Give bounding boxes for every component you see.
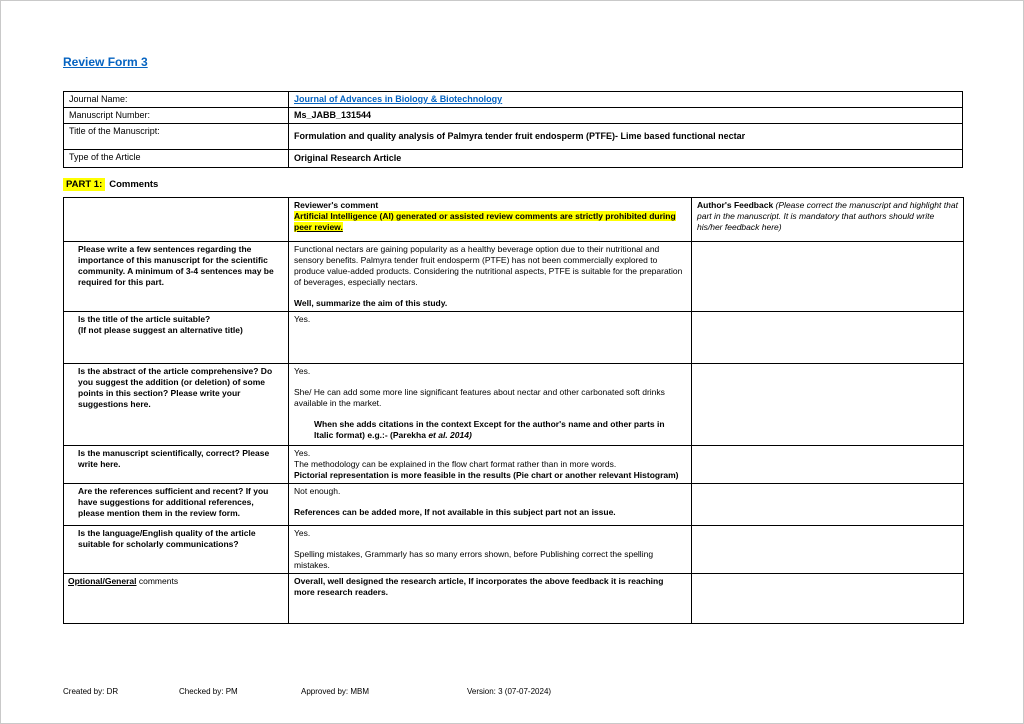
- author-feedback-cell[interactable]: [692, 526, 964, 574]
- author-feedback-cell[interactable]: [692, 446, 964, 484]
- header-empty-cell: [64, 198, 289, 242]
- answer-importance: [289, 242, 692, 312]
- answer-paragraph: Yes.: [294, 366, 311, 376]
- manuscript-number-value: Ms_JABB_131544: [289, 108, 963, 124]
- row-title-suitable: [64, 312, 964, 364]
- footer-approved-by: Approved by: MBM: [301, 687, 370, 696]
- question-title-suitable: [64, 312, 289, 364]
- article-type-label: Type of the Article: [64, 150, 289, 168]
- author-feedback-cell[interactable]: [692, 364, 964, 446]
- answer-optional: [289, 574, 692, 624]
- author-feedback-cell[interactable]: [692, 242, 964, 312]
- answer-paragraph: Yes.: [294, 448, 311, 458]
- article-type-value: Original Research Article: [289, 150, 963, 168]
- part1-label: Comments: [109, 179, 159, 190]
- ai-notice-text: Artificial Intelligence (AI) generated or assisted review comments are strictly prohibited during: [294, 211, 676, 221]
- row-language: [64, 526, 964, 574]
- answer-paragraph: Pictorial representation is more feasible in the results (Pie chart or another relevant Histogram): [294, 470, 679, 480]
- answer-paragraph: Functional nectars are gaining popularity as a healthy beverage option due to their nutritional and sensory benefits. Palmyra tender fruit endosperm (PTFE) has not been commercially explored to produce value-added products. Considering the nutritional aspects, PTFE is suitable for the preparation of beverages, especially nectars.: [294, 244, 683, 287]
- reviewer-comment-header-cell: [289, 198, 692, 242]
- question-segment: Optional/General: [68, 576, 137, 586]
- reviewer-comment-label: Reviewer's comment: [294, 200, 379, 210]
- author-feedback-cell[interactable]: [692, 574, 964, 624]
- manuscript-title-row: [64, 124, 963, 150]
- row-optional: [64, 574, 964, 624]
- answer-paragraph: She/ He can add some more line significant features about nectar and other carbonated soft drinks available in the market.: [294, 387, 665, 408]
- author-feedback-cell[interactable]: [692, 484, 964, 526]
- comments-table: [63, 197, 964, 624]
- manuscript-info-table: [63, 91, 963, 168]
- answer-abstract: [289, 364, 692, 446]
- footer-version: Version: 3 (07-07-2024): [467, 687, 552, 696]
- question-abstract: Is the abstract of the article comprehensive? Do you suggest the addition (or deletion) of some points in this section? Please write your suggestions here.: [64, 364, 289, 446]
- answer-paragraph: Not enough.: [294, 486, 341, 496]
- author-feedback-cell[interactable]: [692, 312, 964, 364]
- row-scientific: [64, 446, 964, 484]
- row-abstract: [64, 364, 964, 446]
- answer-paragraph: Spelling mistakes, Grammarly has so many errors shown, before Publishing correct the spelling mistakes.: [294, 549, 654, 570]
- page-title: Review Form 3: [63, 55, 148, 69]
- answer-language: [289, 526, 692, 574]
- answer-paragraph: The methodology can be explained in the flow chart format rather than in more words.: [294, 459, 617, 469]
- question-scientific: Is the manuscript scientifically, correct? Please write here.: [64, 446, 289, 484]
- journal-row: [64, 92, 963, 108]
- ai-notice: [294, 211, 686, 233]
- article-type-row: [64, 150, 963, 168]
- part1-heading: [63, 179, 158, 190]
- manuscript-number-row: [64, 108, 963, 124]
- footer-checked-by: Checked by: PM: [179, 687, 238, 696]
- question-importance: Please write a few sentences regarding the importance of this manuscript for the scientific community. A minimum of 3-4 sentences may be required for this part.: [64, 242, 289, 312]
- question-references: Are the references sufficient and recent? If you have suggestions for additional references, please mention them in the review form.: [64, 484, 289, 526]
- answer-paragraph: References can be added more, If not available in this subject part not an issue.: [294, 507, 616, 517]
- question-language: Is the language/English quality of the article suitable for scholarly communications?: [64, 526, 289, 574]
- answer-paragraph: [314, 419, 686, 441]
- answer-paragraph: Yes.: [294, 528, 311, 538]
- answer-segment: When she adds citations in the context Except for the author's name and other parts in Italic format) e.g.:- (Parekha: [314, 419, 665, 440]
- answer-references: [289, 484, 692, 526]
- answer-paragraph: Yes.: [294, 314, 311, 324]
- manuscript-title-label: Title of the Manuscript:: [64, 124, 289, 150]
- question-optional: [64, 574, 289, 624]
- answer-paragraph: Overall, well designed the research article, If incorporates the above feedback it is reaching more research readers.: [294, 576, 664, 597]
- part1-tag: PART 1:: [63, 178, 105, 191]
- manuscript-number-label: Manuscript Number:: [64, 108, 289, 124]
- answer-paragraph: Well, summarize the aim of this study.: [294, 298, 448, 308]
- footer-created-by: Created by: DR: [63, 687, 119, 696]
- question-segment: comments: [136, 576, 179, 586]
- ai-notice-text-end: peer review.: [294, 222, 343, 232]
- journal-name-label: Journal Name:: [64, 92, 289, 108]
- manuscript-title-value: Formulation and quality analysis of Palmyra tender fruit endosperm (PTFE)- Lime based functional nectar: [289, 124, 963, 150]
- answer-title-suitable: [289, 312, 692, 364]
- header-row: [64, 198, 964, 242]
- journal-link[interactable]: Journal of Advances in Biology & Biotechnology: [294, 94, 503, 104]
- answer-scientific: [289, 446, 692, 484]
- question-line: Is the title of the article suitable?: [78, 314, 211, 324]
- author-feedback-label: Author's Feedback: [697, 200, 774, 210]
- row-importance: [64, 242, 964, 312]
- author-feedback-header-cell: [692, 198, 964, 242]
- author-feedback-note: (Please correct the manuscript and highlight that part in the manuscript. It is mandatory that authors should write his/her feedback here): [697, 200, 958, 232]
- answer-segment-italic: et al. 2014): [428, 430, 472, 440]
- question-line: (If not please suggest an alternative title): [78, 325, 243, 335]
- row-references: [64, 484, 964, 526]
